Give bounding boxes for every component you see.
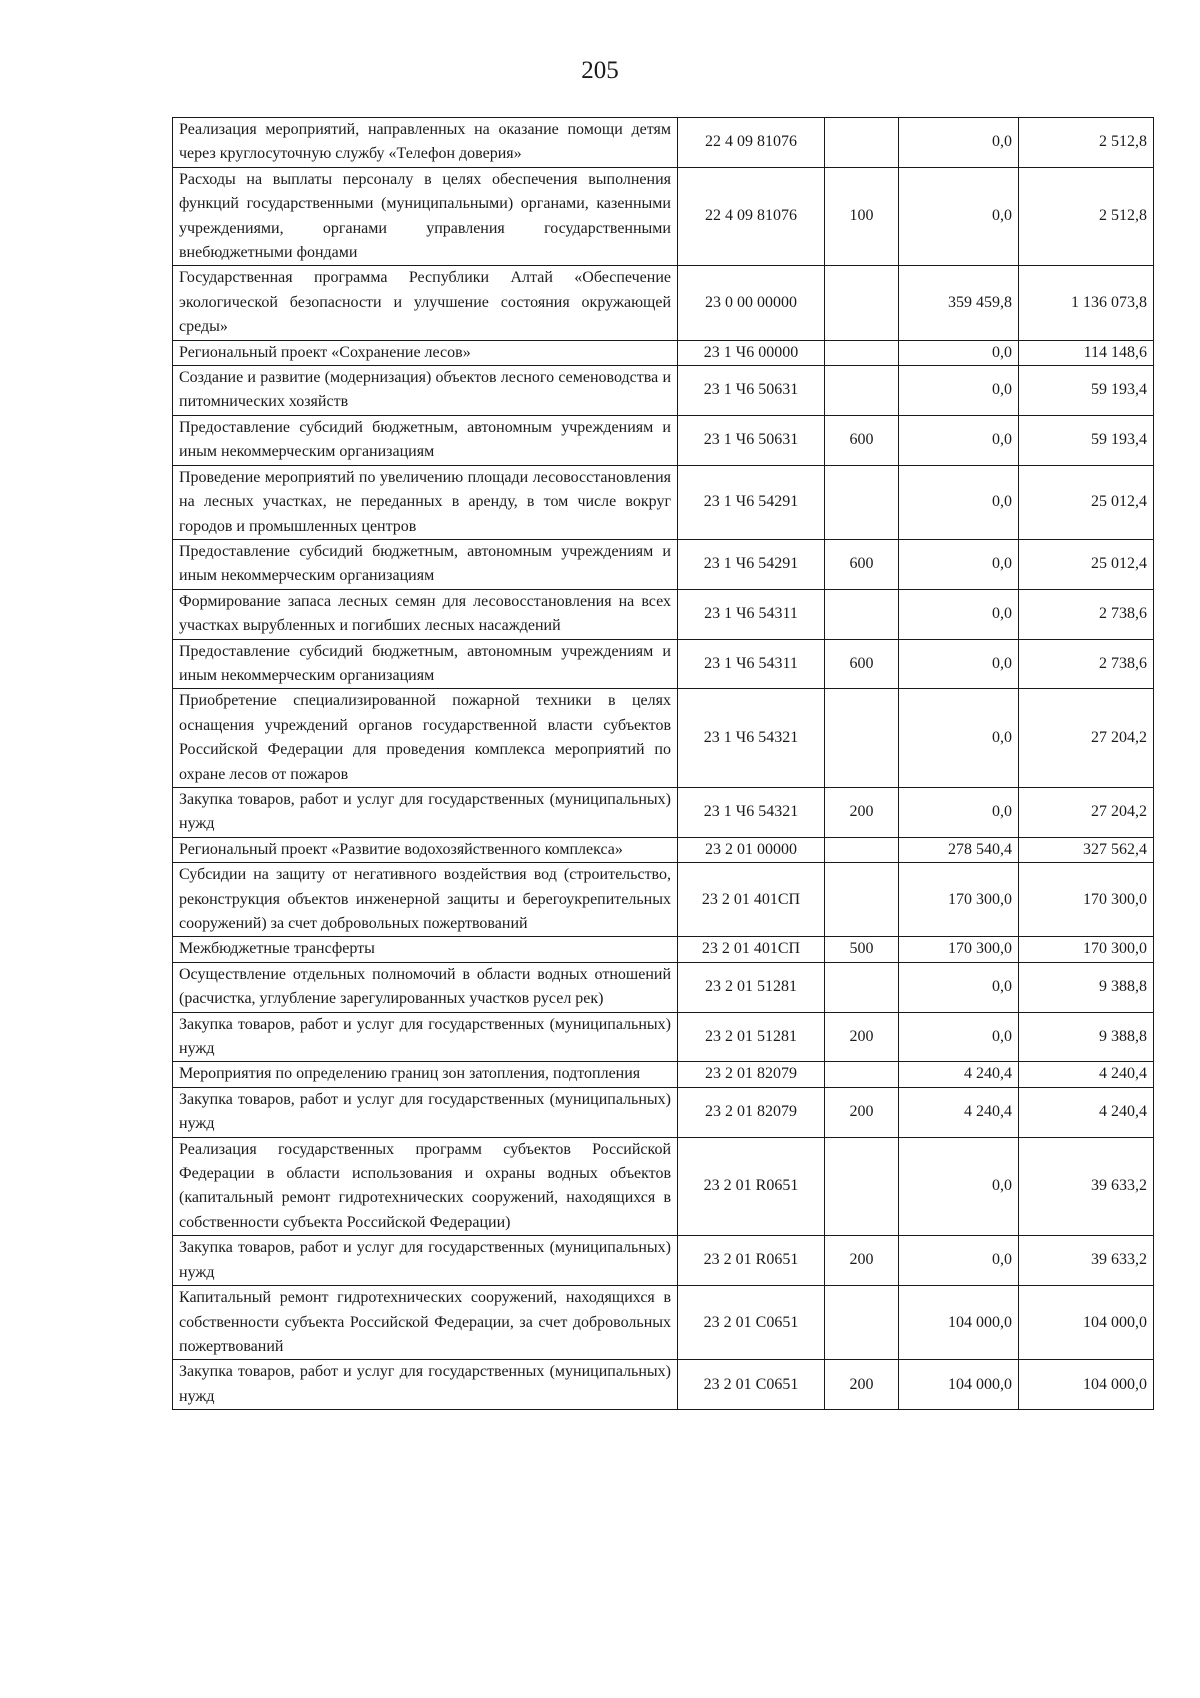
table-row bbox=[173, 1062, 1154, 1087]
row-expense-type bbox=[825, 118, 899, 168]
row-code: 23 1 Ч6 50631 bbox=[678, 415, 825, 465]
row-expense-type bbox=[825, 689, 899, 788]
row-sum-second: 170 300,0 bbox=[1019, 937, 1154, 962]
row-code: 22 4 09 81076 bbox=[678, 118, 825, 168]
row-name: Закупка товаров, работ и услуг для государственных (муниципальных) нужд bbox=[173, 1087, 678, 1137]
row-name: Осуществление отдельных полномочий в области водных отношений (расчистка, углубление зарегулированных участков русел рек) bbox=[173, 962, 678, 1012]
row-sum-second: 104 000,0 bbox=[1019, 1286, 1154, 1360]
row-expense-type: 600 bbox=[825, 639, 899, 689]
row-sum-first: 0,0 bbox=[899, 539, 1019, 589]
row-sum-second: 2 512,8 bbox=[1019, 118, 1154, 168]
row-code: 23 2 01 82079 bbox=[678, 1062, 825, 1087]
row-code: 23 2 01 401СП bbox=[678, 863, 825, 937]
row-code: 23 1 Ч6 54321 bbox=[678, 689, 825, 788]
row-sum-first: 359 459,8 bbox=[899, 266, 1019, 340]
row-sum-first: 0,0 bbox=[899, 689, 1019, 788]
row-name: Закупка товаров, работ и услуг для государственных (муниципальных) нужд bbox=[173, 787, 678, 837]
row-expense-type: 100 bbox=[825, 167, 899, 266]
row-name: Приобретение специализированной пожарной техники в целях оснащения учреждений органов государственной власти субъектов Российской Федерации для проведения комплекса мероприятий по охране лесов от пожаров bbox=[173, 689, 678, 788]
table-row bbox=[173, 415, 1154, 465]
row-sum-first: 0,0 bbox=[899, 465, 1019, 539]
row-name: Закупка товаров, работ и услуг для государственных (муниципальных) нужд bbox=[173, 1236, 678, 1286]
row-sum-second: 170 300,0 bbox=[1019, 863, 1154, 937]
row-code: 23 2 01 С0651 bbox=[678, 1360, 825, 1410]
table-row bbox=[173, 863, 1154, 937]
row-sum-first: 0,0 bbox=[899, 118, 1019, 168]
table-row bbox=[173, 1137, 1154, 1236]
row-sum-first: 0,0 bbox=[899, 1012, 1019, 1062]
row-sum-second: 9 388,8 bbox=[1019, 1012, 1154, 1062]
row-name: Реализация мероприятий, направленных на оказание помощи детям через круглосуточную службу «Телефон доверия» bbox=[173, 118, 678, 168]
row-expense-type bbox=[825, 465, 899, 539]
row-code: 23 2 01 С0651 bbox=[678, 1286, 825, 1360]
row-code: 23 2 01 51281 bbox=[678, 962, 825, 1012]
row-name: Мероприятия по определению границ зон затопления, подтопления bbox=[173, 1062, 678, 1087]
row-expense-type: 500 bbox=[825, 937, 899, 962]
row-sum-first: 0,0 bbox=[899, 415, 1019, 465]
row-sum-second: 9 388,8 bbox=[1019, 962, 1154, 1012]
row-sum-second: 59 193,4 bbox=[1019, 366, 1154, 416]
row-sum-second: 27 204,2 bbox=[1019, 689, 1154, 788]
row-sum-second: 25 012,4 bbox=[1019, 465, 1154, 539]
row-sum-first: 0,0 bbox=[899, 1137, 1019, 1236]
table-row bbox=[173, 366, 1154, 416]
row-expense-type: 200 bbox=[825, 787, 899, 837]
row-code: 22 4 09 81076 bbox=[678, 167, 825, 266]
table-row bbox=[173, 837, 1154, 862]
row-name: Предоставление субсидий бюджетным, автономным учреждениям и иным некоммерческим организациям bbox=[173, 639, 678, 689]
row-code: 23 2 01 401СП bbox=[678, 937, 825, 962]
row-sum-first: 0,0 bbox=[899, 366, 1019, 416]
row-expense-type bbox=[825, 1137, 899, 1236]
table-row bbox=[173, 1236, 1154, 1286]
table-row bbox=[173, 1012, 1154, 1062]
row-sum-first: 0,0 bbox=[899, 167, 1019, 266]
row-sum-first: 0,0 bbox=[899, 589, 1019, 639]
row-expense-type: 200 bbox=[825, 1012, 899, 1062]
row-code: 23 1 Ч6 00000 bbox=[678, 340, 825, 365]
row-sum-second: 114 148,6 bbox=[1019, 340, 1154, 365]
table-row bbox=[173, 1360, 1154, 1410]
row-name: Предоставление субсидий бюджетным, автономным учреждениям и иным некоммерческим организациям bbox=[173, 539, 678, 589]
row-sum-second: 59 193,4 bbox=[1019, 415, 1154, 465]
row-sum-second: 39 633,2 bbox=[1019, 1236, 1154, 1286]
row-sum-first: 170 300,0 bbox=[899, 863, 1019, 937]
row-sum-first: 0,0 bbox=[899, 787, 1019, 837]
row-expense-type bbox=[825, 863, 899, 937]
row-expense-type: 600 bbox=[825, 415, 899, 465]
row-sum-first: 0,0 bbox=[899, 340, 1019, 365]
row-code: 23 2 01 51281 bbox=[678, 1012, 825, 1062]
table-row bbox=[173, 266, 1154, 340]
row-expense-type: 200 bbox=[825, 1360, 899, 1410]
row-expense-type bbox=[825, 962, 899, 1012]
table-row bbox=[173, 465, 1154, 539]
row-name: Предоставление субсидий бюджетным, автономным учреждениям и иным некоммерческим организациям bbox=[173, 415, 678, 465]
row-name: Региональный проект «Развитие водохозяйственного комплекса» bbox=[173, 837, 678, 862]
table-row bbox=[173, 962, 1154, 1012]
row-name: Субсидии на защиту от негативного воздействия вод (строительство, реконструкция объектов инженерной защиты и берегоукрепительных сооружений) за счет добровольных пожертвований bbox=[173, 863, 678, 937]
row-sum-first: 0,0 bbox=[899, 639, 1019, 689]
table-row bbox=[173, 937, 1154, 962]
row-sum-second: 2 738,6 bbox=[1019, 589, 1154, 639]
row-code: 23 2 01 R0651 bbox=[678, 1236, 825, 1286]
row-name: Закупка товаров, работ и услуг для государственных (муниципальных) нужд bbox=[173, 1360, 678, 1410]
row-code: 23 2 01 R0651 bbox=[678, 1137, 825, 1236]
budget-table-body bbox=[173, 118, 1154, 1410]
row-expense-type bbox=[825, 266, 899, 340]
row-code: 23 1 Ч6 54291 bbox=[678, 539, 825, 589]
table-row bbox=[173, 589, 1154, 639]
row-expense-type: 600 bbox=[825, 539, 899, 589]
row-expense-type bbox=[825, 1286, 899, 1360]
row-sum-second: 104 000,0 bbox=[1019, 1360, 1154, 1410]
row-expense-type: 200 bbox=[825, 1236, 899, 1286]
row-code: 23 1 Ч6 54291 bbox=[678, 465, 825, 539]
row-sum-first: 4 240,4 bbox=[899, 1087, 1019, 1137]
row-code: 23 1 Ч6 50631 bbox=[678, 366, 825, 416]
table-row bbox=[173, 118, 1154, 168]
table-row bbox=[173, 787, 1154, 837]
row-sum-first: 278 540,4 bbox=[899, 837, 1019, 862]
table-row bbox=[173, 340, 1154, 365]
row-expense-type: 200 bbox=[825, 1087, 899, 1137]
row-sum-second: 327 562,4 bbox=[1019, 837, 1154, 862]
row-name: Закупка товаров, работ и услуг для государственных (муниципальных) нужд bbox=[173, 1012, 678, 1062]
table-row bbox=[173, 689, 1154, 788]
row-expense-type bbox=[825, 340, 899, 365]
table-row bbox=[173, 639, 1154, 689]
row-name: Капитальный ремонт гидротехнических сооружений, находящихся в собственности субъекта Российской Федерации, за счет добровольных пожертвований bbox=[173, 1286, 678, 1360]
row-sum-first: 0,0 bbox=[899, 1236, 1019, 1286]
row-sum-second: 2 512,8 bbox=[1019, 167, 1154, 266]
row-sum-second: 4 240,4 bbox=[1019, 1062, 1154, 1087]
row-sum-first: 104 000,0 bbox=[899, 1286, 1019, 1360]
row-sum-first: 104 000,0 bbox=[899, 1360, 1019, 1410]
page-number: 205 bbox=[581, 57, 619, 84]
row-sum-first: 0,0 bbox=[899, 962, 1019, 1012]
table-row bbox=[173, 539, 1154, 589]
table-row bbox=[173, 1286, 1154, 1360]
row-name: Региональный проект «Сохранение лесов» bbox=[173, 340, 678, 365]
row-code: 23 0 00 00000 bbox=[678, 266, 825, 340]
row-code: 23 1 Ч6 54311 bbox=[678, 589, 825, 639]
row-name: Проведение мероприятий по увеличению площади лесовосстановления на лесных участках, не переданных в аренду, в том числе вокруг городов и промышленных центров bbox=[173, 465, 678, 539]
table-row bbox=[173, 1087, 1154, 1137]
row-expense-type bbox=[825, 837, 899, 862]
row-expense-type bbox=[825, 366, 899, 416]
row-name: Межбюджетные трансферты bbox=[173, 937, 678, 962]
row-name: Создание и развитие (модернизация) объектов лесного семеноводства и питомнических хозяйств bbox=[173, 366, 678, 416]
row-expense-type bbox=[825, 1062, 899, 1087]
row-code: 23 2 01 82079 bbox=[678, 1087, 825, 1137]
row-sum-second: 39 633,2 bbox=[1019, 1137, 1154, 1236]
row-code: 23 2 01 00000 bbox=[678, 837, 825, 862]
row-sum-second: 1 136 073,8 bbox=[1019, 266, 1154, 340]
row-code: 23 1 Ч6 54321 bbox=[678, 787, 825, 837]
row-sum-first: 170 300,0 bbox=[899, 937, 1019, 962]
row-name: Формирование запаса лесных семян для лесовосстановления на всех участках вырубленных и погибших лесных насаждений bbox=[173, 589, 678, 639]
row-name: Реализация государственных программ субъектов Российской Федерации в области использования и охраны водных объектов (капитальный ремонт гидротехнических сооружений, находящихся в собственности субъекта Российской Федерации) bbox=[173, 1137, 678, 1236]
table-row bbox=[173, 167, 1154, 266]
row-sum-second: 2 738,6 bbox=[1019, 639, 1154, 689]
row-sum-second: 4 240,4 bbox=[1019, 1087, 1154, 1137]
row-name: Государственная программа Республики Алтай «Обеспечение экологической безопасности и улучшение состояния окружающей среды» bbox=[173, 266, 678, 340]
row-name: Расходы на выплаты персоналу в целях обеспечения выполнения функций государственными (муниципальными) органами, казенными учреждениями, органами управления государственными внебюджетными фондами bbox=[173, 167, 678, 266]
row-sum-first: 4 240,4 bbox=[899, 1062, 1019, 1087]
row-expense-type bbox=[825, 589, 899, 639]
row-sum-second: 25 012,4 bbox=[1019, 539, 1154, 589]
budget-table bbox=[172, 117, 1154, 1410]
row-code: 23 1 Ч6 54311 bbox=[678, 639, 825, 689]
row-sum-second: 27 204,2 bbox=[1019, 787, 1154, 837]
